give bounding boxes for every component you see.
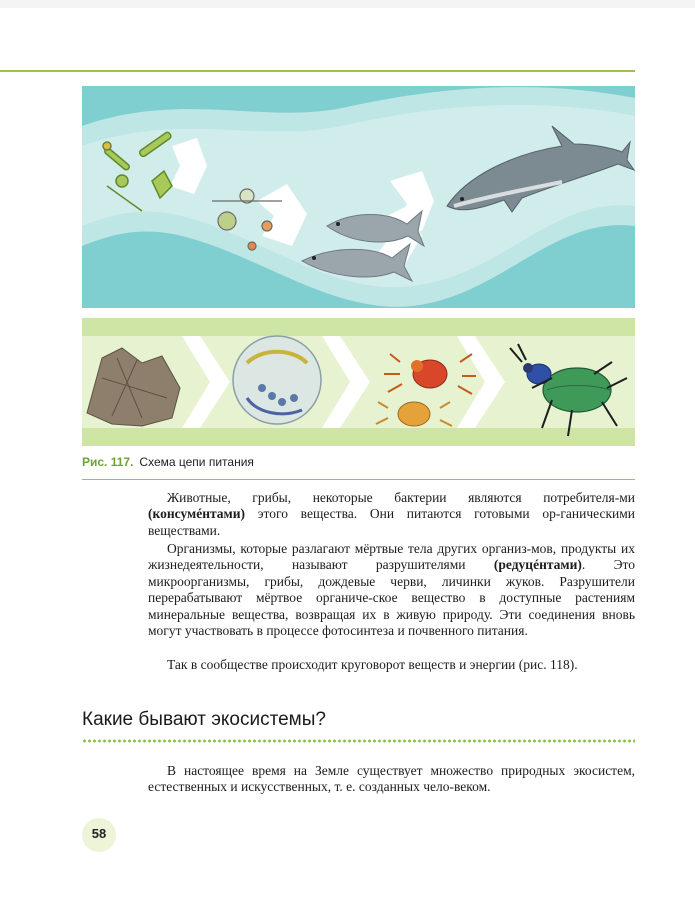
page-top-strip: [0, 0, 695, 8]
text-run: Организмы, которые разлагают мёртвые тела других организ-мов, продукты их жизнедеятельности, называют разрушителями: [148, 541, 635, 573]
bold-term: (редуцéнтами): [493, 557, 582, 573]
text-run: Животные, грибы, некоторые бактерии являются потребителя-ми: [167, 490, 635, 505]
text-run: В настоящее время на Земле существует множество природных экосистем, естественных и искусственных, т. е. созданных чело-веком.: [148, 763, 635, 795]
section-dotted-rule: [82, 739, 635, 743]
section-heading: Какие бывают экосистемы?: [82, 709, 326, 730]
text-run: . Это микроорганизмы, грибы, дождевые черви, личинки жуков. Разрушители перерабатывают мёртвое органиче-ское вещество в доступные растениям минеральные вещества, возвращая их в живую природу. Эти соединения вновь могут участвовать в процессе фотосинтеза и почвенного питания.: [148, 557, 635, 639]
page-number: 58: [91, 826, 107, 841]
paragraph-text: [148, 490, 635, 539]
text-run: этого вещества. Они питаются готовыми ор-ганическими веществами.: [148, 506, 635, 538]
figure-caption-text: Схема цепи питания: [139, 455, 254, 469]
text-run: Так в сообществе происходит круговорот веществ и энергии (рис. 118).: [167, 657, 578, 672]
paragraph-decomposers: [148, 541, 635, 639]
header-rule: [0, 70, 635, 72]
paragraph-consumers: [148, 490, 635, 539]
decomposer-food-chain-illustration: [82, 318, 635, 446]
marine-food-chain-illustration: [82, 86, 635, 308]
decomposer-food-chain-graphic: [82, 318, 635, 446]
paragraph-ecosystems: [148, 763, 635, 796]
marine-food-chain-graphic: [82, 86, 635, 308]
microorganism-sphere: [233, 336, 321, 424]
caption-rule: [82, 479, 635, 480]
paragraph-text: [148, 763, 635, 796]
bold-term: (консумéнтами): [148, 506, 245, 522]
figure-caption: [82, 455, 254, 469]
figure-number: Рис. 117.: [82, 455, 134, 469]
paragraph-cycle: [148, 657, 635, 673]
paragraph-text: [148, 657, 635, 673]
paragraph-text: [148, 541, 635, 639]
